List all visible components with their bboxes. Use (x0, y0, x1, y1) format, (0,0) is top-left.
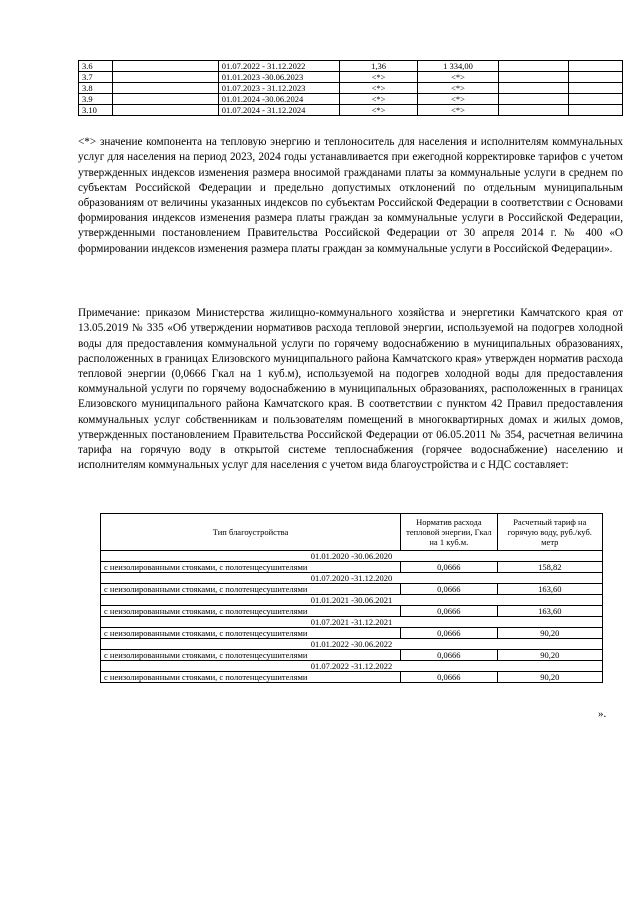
tariff-cell: 90,20 (497, 628, 602, 639)
period-label: 01.01.2020 -30.06.2020 (101, 551, 603, 562)
empty-cell (568, 94, 623, 105)
row-number: 3.10 (79, 105, 113, 116)
table-row (101, 584, 603, 595)
period-row (101, 573, 603, 584)
value-cell: <*> (417, 83, 498, 94)
table-row (79, 83, 623, 94)
empty-cell (112, 94, 218, 105)
type-cell: с неизолированными стояками, с полотенцесушителями (101, 562, 401, 573)
tariff-cell: 90,20 (497, 650, 602, 661)
value-cell: 1,36 (340, 61, 417, 72)
tariff-cell: 163,60 (497, 584, 602, 595)
table-row (79, 72, 623, 83)
value-cell: <*> (340, 83, 417, 94)
empty-cell (568, 61, 623, 72)
table-row (79, 105, 623, 116)
value-cell: 1 334,00 (417, 61, 498, 72)
period-row (101, 661, 603, 672)
period-label: 01.01.2022 -30.06.2022 (101, 639, 603, 650)
table-row (79, 94, 623, 105)
row-number: 3.9 (79, 94, 113, 105)
empty-cell (499, 72, 568, 83)
empty-cell (499, 83, 568, 94)
header-norm: Норматив расхода тепловой энергии, Гкал на 1 куб.м. (401, 514, 497, 551)
empty-cell (112, 83, 218, 94)
period-cell: 01.07.2024 - 31.12.2024 (218, 105, 340, 116)
period-row (101, 551, 603, 562)
norm-cell: 0,0666 (401, 606, 497, 617)
value-cell: <*> (417, 105, 498, 116)
header-type: Тип благоустройства (101, 514, 401, 551)
value-cell: <*> (340, 105, 417, 116)
type-cell: с неизолированными стояками, с полотенцесушителями (101, 628, 401, 639)
empty-cell (112, 61, 218, 72)
table-row (101, 606, 603, 617)
value-cell: <*> (340, 72, 417, 83)
type-cell: с неизолированными стояками, с полотенцесушителями (101, 672, 401, 683)
empty-cell (499, 94, 568, 105)
tariff-cell: 158,82 (497, 562, 602, 573)
value-cell: <*> (417, 94, 498, 105)
empty-cell (499, 61, 568, 72)
period-label: 01.07.2020 -31.12.2020 (101, 573, 603, 584)
tariff-cell: 90,20 (497, 672, 602, 683)
period-label: 01.07.2021 -31.12.2021 (101, 617, 603, 628)
table-row (101, 628, 603, 639)
header-tariff: Расчетный тариф на горячую воду, руб./куб. метр (497, 514, 602, 551)
row-number: 3.8 (79, 83, 113, 94)
empty-cell (112, 72, 218, 83)
period-label: 01.07.2022 -31.12.2022 (101, 661, 603, 672)
closing-quote: ». (598, 708, 607, 720)
period-row (101, 639, 603, 650)
empty-cell (112, 105, 218, 116)
norm-cell: 0,0666 (401, 628, 497, 639)
period-cell: 01.07.2022 - 31.12.2022 (218, 61, 340, 72)
tariff-table-top (78, 60, 623, 116)
footnote-paragraph: <*> значение компонента на тепловую энергию и теплоноситель для населения и исполнителям коммунальных услуг для населения на период 2023, 2024 годы устанавливается при ежегодной корректировке тарифов с учетом утвержденных индексов изменения размера вносимой гражданами платы за коммунальные услуги в среднем по субъектам Российской Федерации и предельно допустимых отклонений по отдельным муниципальным образованиям от величины указанных индексов по субъектам Российской Федерации в соответствии с Основами формирования индексов изменения размера платы граждан за коммунальные услуги в Российской Федерации, утвержденными постановлением Правительства Российской Федерации от 30 апреля 2014 г. № 400 «О формировании индексов изменения размера платы граждан за коммунальные услуги в Российской Федерации». (78, 136, 623, 255)
empty-cell (568, 105, 623, 116)
period-cell: 01.01.2024 -30.06.2024 (218, 94, 340, 105)
type-cell: с неизолированными стояками, с полотенцесушителями (101, 584, 401, 595)
period-row (101, 595, 603, 606)
period-row (101, 617, 603, 628)
norm-cell: 0,0666 (401, 584, 497, 595)
table-row (79, 61, 623, 72)
row-number: 3.7 (79, 72, 113, 83)
empty-cell (568, 72, 623, 83)
table-row (101, 562, 603, 573)
period-label: 01.01.2021 -30.06.2021 (101, 595, 603, 606)
norm-cell: 0,0666 (401, 672, 497, 683)
empty-cell (499, 105, 568, 116)
period-cell: 01.07.2023 - 31.12.2023 (218, 83, 340, 94)
table-row (101, 650, 603, 661)
remark-paragraph: Примечание: приказом Министерства жилищно-коммунального хозяйства и энергетики Камчатского края от 13.05.2019 № 335 «Об утверждении нормативов расхода тепловой энергии, используемой на подогрев холодной воды для предоставления коммунальной услуги по горячему водоснабжению в муниципальных образованиях, расположенных в границах Елизовского муниципального района Камчатского края» утвержден норматив расхода тепловой энергии (0,0666 Гкал на 1 куб.м), используемой на подогрев холодной воды для предоставления коммунальной услуги по горячему водоснабжению в муниципальных образованиях, расположенных в границах Елизовского муниципального района Камчатского края. В соответствии с пунктом 42 Правил предоставления коммунальных услуг собственникам и пользователям помещений в многоквартирных домах и жилых домов, утвержденных постановлением Правительства Российской Федерации от 06.05.2011 № 354, расчетная величина тарифа на горячую воду в открытой системе теплоснабжения (горячее водоснабжение) населению и исполнителям коммунальных услуг для населения с учетом вида благоустройства и с НДС составляет: (78, 307, 623, 472)
value-cell: <*> (340, 94, 417, 105)
row-number: 3.6 (79, 61, 113, 72)
tariff-cell: 163,60 (497, 606, 602, 617)
type-cell: с неизолированными стояками, с полотенцесушителями (101, 606, 401, 617)
value-cell: <*> (417, 72, 498, 83)
type-cell: с неизолированными стояками, с полотенцесушителями (101, 650, 401, 661)
hot-water-tariff-table (100, 513, 603, 683)
period-cell: 01.01.2023 -30.06.2023 (218, 72, 340, 83)
table-row (101, 672, 603, 683)
norm-cell: 0,0666 (401, 562, 497, 573)
empty-cell (568, 83, 623, 94)
norm-cell: 0,0666 (401, 650, 497, 661)
table-header-row (101, 514, 603, 551)
